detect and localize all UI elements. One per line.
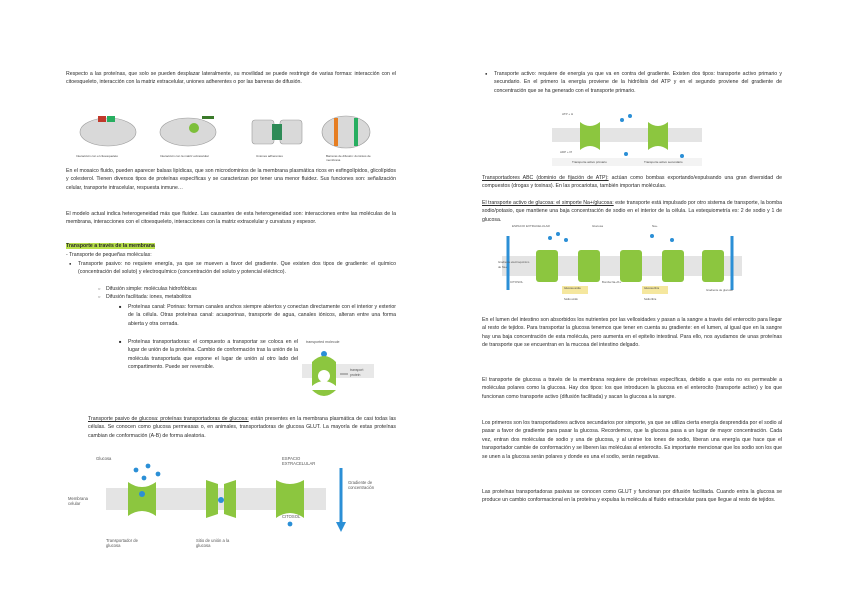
simple-diffusion-item: ○ Difusión simple: moléculas hidrofóbicas [96,285,396,293]
caption-adherens: Uniones adherentes [256,154,283,158]
abc-rest: actúan como bombas exportando/expulsando una gran diversidad de compuestos (drogas y toxinas). En las procariotas, también importan moléculas. [482,175,782,190]
caption-cytoskeleton: Interacción con el citoesqueleto [76,154,119,158]
intestine-paragraph: En el lumen del intestino son absorbidos los nutrientes por las vellosidades y pasan a la sangre a través del enterocito para llegar al resto de tejidos. Para transportar la glucosa tenemos que tener en cuenta su gradiente: en el lumen, al igual que en la sangre hay una baja concentración de esta molécula, pero aumenta en el epitelio intestinal. Para ello, nos ayudamos de unas proteínas de transporte que se encuentran en la mucosa del intestino delgado. [482,317,782,349]
adherens-junction [272,124,282,140]
label-sitio: Sitio de unión a la glucosa [196,538,230,548]
transporter-b-left [206,480,218,518]
bound-glucose-b [218,497,224,503]
released-glucose [288,522,293,527]
facilitated-diffusion-item: ○ Difusión facilitada: iones, metabolitos [96,293,396,301]
cell-3a [252,120,274,144]
active-transport-svg [552,110,702,166]
symport-title: El transporte activo de glucosa: el simporte Na+/glucosa: [482,200,614,206]
symporter-4 [662,250,684,282]
symport-espacio: ESPACIO EXTRACELULAR [512,224,550,228]
symporter-1 [536,250,558,282]
caption-matrix: Interacción con la matriz extracelular [160,154,209,158]
glut-paragraph: Las proteínas transportadoras pasivas se conocen como GLUT y funcionan por difusión facilitada. Cuando entra la glucosa se produce un cambio conformacional en la proteína y expulsa la molécula al fluido extracelular para que llegue al resto de tejidos. [482,489,782,504]
caption-primary: Transporte activo primario [572,160,607,164]
carrier-figure-label: transport protein [350,368,364,377]
pump-secondary [648,122,668,150]
transporter-a [128,482,156,516]
symporter-2 [578,250,600,282]
na-5 [670,238,674,242]
channel-protein-item: ■ Proteínas canal: Porinas: forman canales anchos siempre abiertos y conectan directamente con el interior y exterior de la célula. Otras proteínas canal: acuaporinas, transporte de agua, canales iónicos, alteran entre una forma abierta y otra cerrada. [118,303,396,328]
barrier-right [354,118,358,146]
label-glucosa: Glucosa [96,456,112,461]
label-gradiente: Gradiente de concentración [348,480,375,490]
glucose-dot-2 [146,464,151,469]
glucose-passive-title: Transporte pasivo de glucosa: proteínas transportadoras de glucosa: [88,416,249,422]
model-paragraph: El modelo actual indica heterogeneidad más que fluidez. Las causantes de esta heterogeneidad son: interacciones entre las moléculas de la membrana, interacciones con el citoesqueleto, interacciones con la matriz extracelular y curvatura y espesor. [66,211,396,226]
binding-site [318,370,330,382]
gradient-arrow-head [336,522,346,532]
ion-4 [680,154,684,158]
symporter-5 [702,250,724,282]
symport-glucosa: Glucosa [592,224,604,228]
glucose-requirement-paragraph: El transporte de glucosa a través de la membrana requiere de proteínas específicas, debido a que esta no es permeable a moléculas polares como la glucosa. Hay dos tipos: los que introducen la glucosa en el enterocito (transporte activo) y los que funcionan como transporte activo (difusión facilitada) y sacan la glucosa a la sangre. [482,377,782,400]
transporter-b-right [224,480,236,518]
symport-svg [502,228,742,306]
glucose-dot-1 [134,468,139,473]
glucose-transporter-svg [86,458,386,538]
active-item: ● Transporte activo: requiere de energía ya que va en contra del gradiente. Existen dos tipos: transporte activo primario y secundario. En el primero la energía proviene de la hidrólisis del ATP y en el segundo proviene del gradiente de concentración que se ha generado con el transporte primario. [482,70,782,95]
ion-3 [624,152,628,156]
ion-2 [628,114,632,118]
na-4 [650,234,654,238]
cell-3b [280,120,302,144]
symport-rest: este transporte está impulsado por otro sistema de transporte, la bomba sodio/potasio, que mantiene una baja concentración de sodio en el interior de la célula. La estequiometría es: 2 de sodio y 1 de glucosa. [482,200,782,223]
glucose-dot-3 [156,472,161,477]
label-atp: ATP + H [562,112,574,116]
intro-paragraph: Respecto a las proteínas, que solo se pueden desplazar lateralmente, su movilidad se puede restringir de varias formas: interacción con el citoesqueleto, interacción con la matriz extracelular, uniones adherentes o por las barreras de difusión. [66,71,396,86]
abc-title: Transportadores ABC (dominio de fijación de ATP): [482,175,609,181]
secondary-transport-paragraph: Los primeros son los transportadores activos secundarios por simporte, ya que se utiliza cierta energía desprendida por el sodio al pasar a favor de gradiente para pasar la glucosa. Recordemos, que la glucosa pasa a un lugar de mayor concentración. Cada vez, entran dos moléculas de sodio y una de glucosa, y al unirse los iones de sodio, liberan una energía que hace que el transportador cambie de conformación y se liberen las moléculas al enterocito. Es importante mencionar que los sodio son los que se unen a la glucosa serán polares y donde es una el sodio, serán negativas. [482,420,782,460]
symport-figure [498,224,742,306]
passive-item: ● Transporte pasivo: no requiere energía, ya que se mueven a favor del gradiente. Que existen dos tipos de gradiente: el químico (concentración del soluto) y electroquímico (concentración del soluto y potencial eléctrico). [66,260,396,277]
symport-grad-glu: Gradiente de glucosa [706,288,733,292]
cell-1 [80,118,136,146]
carrier-bottom [312,390,336,396]
ion-1 [620,118,624,122]
mobility-restriction-svg [76,110,376,160]
label-citosol: CITOSOL [282,514,301,519]
carrier-figure-title: transported molecule [306,340,340,344]
channel-list [118,303,396,328]
protein-green [107,116,115,122]
caption-barrier: Barreras de difusión: dominios de membrana [326,154,371,162]
bound-glucose-a [139,491,145,497]
active-transport-figure [552,110,702,172]
protein-green-2 [189,123,199,133]
caption-secondary: Transporte activo secundario [644,160,683,164]
section-heading-text: Transporte a través de la membrana [66,243,155,249]
cell-2 [160,118,216,146]
symport-paragraph [482,199,782,224]
barrier-left [334,118,338,146]
carrier-list [118,338,298,372]
na-1 [548,236,552,240]
carrier-protein-item: ■ Proteínas transportadoras: el compuesto a transportar se coloca en el lugar de unión de la proteína. Cambio de conformación tras la unión de la molécula transportada que expone el lugar de unión al otro lado del compartimento. Puede ser reversible. [118,338,298,372]
symport-gradiente: Gradiente electroquímico de Na+ [498,260,530,269]
label-espacio: ESPACIO EXTRACELULAR [282,456,316,466]
diffusion-list [96,285,396,302]
mobility-restriction-figure [76,110,376,165]
section-heading [66,242,155,250]
symport-na: Na+ [652,224,658,228]
cell-4 [322,116,370,148]
glucose-passive-rest: están presentes en la membrana plasmática de casi todas las células. Se conocen como glucosa permeasas o, en animales, transportadoras de glucosa GLUT. La mayoría de estas proteínas cambian de conformación (A-B) de forma aleatoria. [88,416,396,439]
symport-citosol: CITOSOL [510,280,524,284]
symport-label-4: Sodio libre [644,298,657,301]
symport-bombeo: Bomba Na+/K+ [602,280,622,284]
passive-transport-list [66,260,396,277]
symport-label-2: Sodio unido [564,298,578,301]
symport-label-1: Glucosa unida [564,287,581,290]
glucose-passive-paragraph [88,415,396,440]
active-transport-list [482,70,782,95]
glucose-transporter-figure [68,456,386,553]
label-transportador: Transportador de glucosa [106,538,138,548]
matrix-bar [202,116,214,119]
na-2 [556,232,560,236]
mosaic-paragraph: En el mosaico fluido, pueden aparecer balsas lipídicas, que son microdominios de la membrana plasmática ricos en esfingolípidos, glicolípidos y colesterol. Tienen diversos tipos de proteínas específicas y se caracterizan por tener una menor fluidez. Sus funciones son: señalización celular, transporte intracelular, respuesta inmune… [66,168,396,191]
pump-primary [580,122,600,150]
symport-label-3: Glucosa libre [644,287,660,290]
glucose-dot-4 [142,476,147,481]
na-3 [564,238,568,242]
transporter-c [276,480,304,518]
label-membrana: Membrana celular [68,496,89,506]
carrier-figure [302,340,374,410]
small-molecules-line: - Transporte de pequeñas moléculas: [66,252,152,258]
abc-paragraph [482,174,782,191]
symporter-3 [620,250,642,282]
active-membrane [552,128,702,142]
label-adp: ADP + Pi [560,150,573,154]
protein-red [98,116,106,122]
